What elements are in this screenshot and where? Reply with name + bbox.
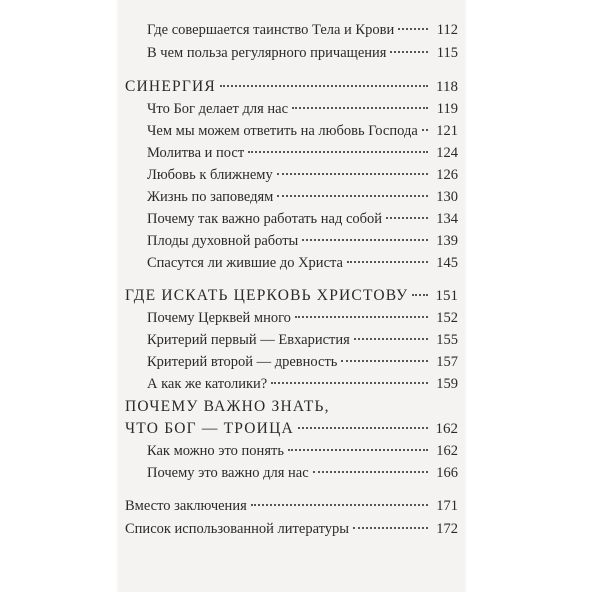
toc-entry (125, 186, 458, 208)
toc-entry-page: 157 (436, 354, 458, 370)
toc-entry-title: Критерий второй — древность (147, 354, 338, 370)
toc-entry (125, 120, 458, 142)
toc-entry-page: 115 (436, 45, 458, 61)
dot-leader (277, 173, 428, 175)
toc-entry-title: Жизнь по заповедям (147, 189, 274, 205)
toc-entry (125, 462, 458, 484)
toc-section (125, 418, 458, 440)
toc-entry (125, 495, 458, 517)
toc-entry (125, 307, 458, 329)
dot-leader (347, 261, 428, 263)
dot-leader (341, 360, 428, 362)
toc-entry-page: 171 (436, 498, 458, 514)
dot-leader (271, 382, 428, 384)
toc-entry (125, 42, 458, 64)
toc-entry (125, 19, 458, 41)
toc-entry (125, 164, 458, 186)
dot-leader (220, 85, 428, 87)
toc-entry-page: 166 (436, 465, 458, 481)
dot-leader (313, 471, 428, 473)
dot-leader (248, 151, 428, 153)
dot-leader (353, 527, 428, 529)
toc-entry-title: Плоды духовной работы (147, 233, 299, 249)
toc-section-page: 151 (435, 288, 458, 304)
toc-entry-page: 121 (436, 123, 458, 139)
toc-entry (125, 329, 458, 351)
toc-entry-page: 134 (436, 211, 458, 227)
toc-entry-page: 159 (436, 376, 458, 392)
toc-section (125, 76, 458, 98)
toc-entry-title: Как можно это понять (147, 443, 284, 459)
toc-entry (125, 373, 458, 395)
toc-entry-title: Что Бог делает для нас (147, 101, 289, 117)
toc-entry-page: 139 (436, 233, 458, 249)
toc-entry-page: 172 (436, 521, 458, 537)
toc-entry (125, 208, 458, 230)
toc-entry-page: 130 (436, 189, 458, 205)
toc-entry (125, 440, 458, 462)
toc-section-title: ГДЕ ИСКАТЬ ЦЕРКОВЬ ХРИСТОВУ (125, 287, 409, 304)
toc-entry (125, 98, 458, 120)
dot-leader (354, 338, 428, 340)
toc-entry-title: Список использованной литературы (125, 521, 350, 537)
dot-leader (398, 28, 428, 30)
toc-entry (125, 252, 458, 274)
dot-leader (386, 217, 428, 219)
toc-entry-title: Критерий первый — Евхаристия (147, 332, 350, 348)
toc-entry (125, 351, 458, 373)
toc-entry-title: А как же католики? (147, 376, 268, 392)
toc-entry-page: 126 (436, 167, 458, 183)
toc-entry-page: 155 (436, 332, 458, 348)
toc-entry-title: Почему это важно для нас (147, 465, 309, 481)
toc-section-title: СИНЕРГИЯ (125, 78, 216, 95)
toc-entry-title: Вместо заключения (125, 498, 247, 514)
dot-leader (412, 294, 428, 296)
dot-leader (292, 107, 428, 109)
toc-entry-page: 145 (436, 255, 458, 271)
toc-entry-title: Молитва и пост (147, 145, 245, 161)
dot-leader (390, 51, 428, 53)
dot-leader (422, 129, 428, 131)
dot-leader (277, 195, 428, 197)
toc-entry-title: Почему так важно работать над собой (147, 211, 383, 227)
toc-section-title-line1: ПОЧЕМУ ВАЖНО ЗНАТЬ, (125, 398, 330, 415)
toc-section (125, 285, 458, 307)
toc-section-title-line2: ЧТО БОГ — ТРОИЦА (125, 420, 294, 437)
toc-entry-title: В чем польза регулярного причащения (147, 45, 387, 61)
toc-entry-title: Чем мы можем ответить на любовь Господа (147, 123, 418, 139)
toc-section-page: 162 (435, 421, 458, 437)
dot-leader (302, 239, 428, 241)
toc-entry-title: Спасутся ли жившие до Христа (147, 255, 343, 271)
toc-entry-title: Где совершается таинство Тела и Крови (147, 22, 395, 38)
toc-entry-page: 119 (436, 101, 458, 117)
toc-section-page: 118 (436, 79, 458, 95)
toc-entry-title: Любовь к ближнему (147, 167, 273, 183)
toc-entry (125, 142, 458, 164)
toc-entry (125, 518, 458, 540)
dot-leader (298, 427, 428, 429)
dot-leader (288, 449, 428, 451)
toc-entry-page: 152 (436, 310, 458, 326)
dot-leader (295, 316, 428, 318)
toc-entry-page: 162 (436, 443, 458, 459)
dot-leader (251, 504, 428, 506)
toc-entry-page: 112 (436, 22, 458, 38)
toc-entry-title: Почему Церквей много (147, 310, 291, 326)
toc-entry-page: 124 (436, 145, 458, 161)
toc-entry (125, 230, 458, 252)
